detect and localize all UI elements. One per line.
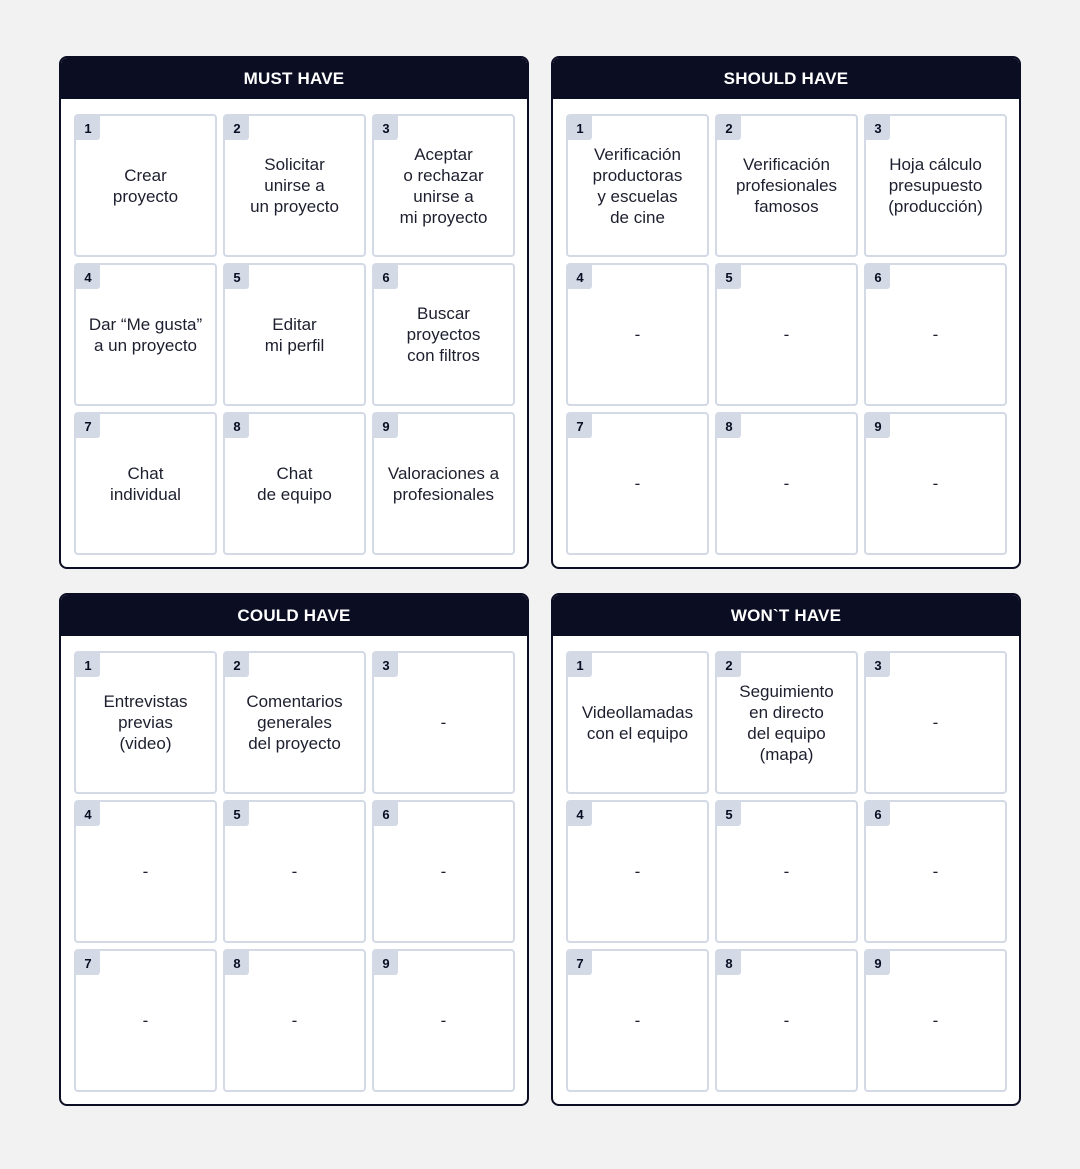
panel-must-have: [59, 56, 529, 569]
card-number: 5: [717, 802, 741, 826]
card: [566, 263, 709, 406]
card-number: 1: [568, 116, 592, 140]
card-text: -: [932, 713, 939, 732]
panel-should-have: [551, 56, 1021, 569]
card-number: 3: [374, 116, 398, 140]
card: [223, 651, 366, 794]
card-text: Comentarios generales del proyecto: [246, 692, 343, 753]
card-text: Chat de equipo: [257, 463, 332, 504]
card-number: 4: [568, 265, 592, 289]
card-number: 8: [225, 414, 249, 438]
card: [864, 412, 1007, 555]
card-number: 3: [374, 653, 398, 677]
card-number: 8: [717, 951, 741, 975]
card-number: 3: [866, 116, 890, 140]
card: [715, 651, 858, 794]
card-grid: [566, 651, 1007, 1092]
card-grid: [566, 114, 1007, 555]
card: [372, 263, 515, 406]
card-number: 1: [76, 116, 100, 140]
card-text: -: [783, 325, 790, 344]
card-text: -: [440, 862, 447, 881]
card-text: -: [783, 862, 790, 881]
panel-title: MUST HAVE: [61, 58, 527, 99]
card-number: 8: [225, 951, 249, 975]
card: [864, 651, 1007, 794]
card-number: 8: [717, 414, 741, 438]
card: [372, 800, 515, 943]
card: [566, 114, 709, 257]
card-number: 2: [225, 653, 249, 677]
card: [223, 114, 366, 257]
card-number: 9: [866, 951, 890, 975]
card-text: Seguimiento en directo del equipo (mapa): [739, 681, 834, 764]
card-grid: [74, 651, 515, 1092]
card-grid: [74, 114, 515, 555]
card-text: Videollamadas con el equipo: [581, 702, 694, 743]
card: [372, 949, 515, 1092]
card-text: -: [783, 474, 790, 493]
card: [715, 800, 858, 943]
card-text: -: [291, 1011, 298, 1030]
panel-title: SHOULD HAVE: [553, 58, 1019, 99]
card-number: 3: [866, 653, 890, 677]
card-number: 9: [866, 414, 890, 438]
card-number: 6: [866, 802, 890, 826]
card-text: Verificación productoras y escuelas de cine: [592, 144, 683, 227]
card: [715, 949, 858, 1092]
panel-could-have: [59, 593, 529, 1106]
card-text: -: [932, 1011, 939, 1030]
card-number: 4: [568, 802, 592, 826]
card: [864, 263, 1007, 406]
card: [223, 263, 366, 406]
card: [566, 949, 709, 1092]
panel-wont-have: [551, 593, 1021, 1106]
card-text: Crear proyecto: [112, 165, 179, 206]
card-number: 6: [374, 265, 398, 289]
card-text: -: [634, 862, 641, 881]
card-number: 2: [717, 653, 741, 677]
card: [372, 412, 515, 555]
card-number: 4: [76, 265, 100, 289]
card: [864, 800, 1007, 943]
card-text: -: [932, 474, 939, 493]
card-number: 2: [717, 116, 741, 140]
card: [864, 114, 1007, 257]
card-text: -: [634, 1011, 641, 1030]
card-number: 6: [374, 802, 398, 826]
card-number: 1: [568, 653, 592, 677]
card-text: -: [634, 325, 641, 344]
card-number: 1: [76, 653, 100, 677]
card-number: 9: [374, 951, 398, 975]
card-text: -: [932, 862, 939, 881]
card: [372, 114, 515, 257]
card: [566, 800, 709, 943]
panel-title: COULD HAVE: [61, 595, 527, 636]
card-text: Chat individual: [110, 463, 181, 504]
card-text: Hoja cálculo presupuesto (producción): [888, 155, 983, 216]
card-text: Dar “Me gusta” a un proyecto: [88, 314, 203, 355]
card-text: Editar mi perfil: [264, 314, 325, 355]
panel-title: WON`T HAVE: [553, 595, 1019, 636]
card: [223, 949, 366, 1092]
card-text: Verificación profesionales famosos: [735, 155, 838, 216]
card-number: 7: [76, 951, 100, 975]
card-text: Buscar proyectos con filtros: [406, 304, 481, 365]
card-number: 7: [76, 414, 100, 438]
card: [715, 412, 858, 555]
card: [715, 263, 858, 406]
card-text: -: [291, 862, 298, 881]
card: [74, 412, 217, 555]
card-text: Aceptar o rechazar unirse a mi proyecto: [399, 144, 488, 227]
card-text: -: [142, 1011, 149, 1030]
card: [566, 651, 709, 794]
card-number: 9: [374, 414, 398, 438]
card-text: -: [932, 325, 939, 344]
card-number: 7: [568, 414, 592, 438]
card: [223, 412, 366, 555]
card: [864, 949, 1007, 1092]
card: [74, 263, 217, 406]
card: [74, 114, 217, 257]
card-text: Solicitar unirse a un proyecto: [250, 155, 339, 216]
card-text: -: [440, 713, 447, 732]
card-number: 2: [225, 116, 249, 140]
card-text: -: [440, 1011, 447, 1030]
card-number: 5: [225, 265, 249, 289]
card-text: -: [142, 862, 149, 881]
card-number: 6: [866, 265, 890, 289]
card-number: 7: [568, 951, 592, 975]
card-number: 4: [76, 802, 100, 826]
card-number: 5: [225, 802, 249, 826]
card: [372, 651, 515, 794]
card: [74, 800, 217, 943]
card: [223, 800, 366, 943]
card-number: 5: [717, 265, 741, 289]
card: [715, 114, 858, 257]
card: [74, 651, 217, 794]
card-text: Entrevistas previas (video): [103, 692, 188, 753]
card-text: Valoraciones a profesionales: [387, 463, 500, 504]
card-text: -: [634, 474, 641, 493]
card: [566, 412, 709, 555]
card: [74, 949, 217, 1092]
card-text: -: [783, 1011, 790, 1030]
